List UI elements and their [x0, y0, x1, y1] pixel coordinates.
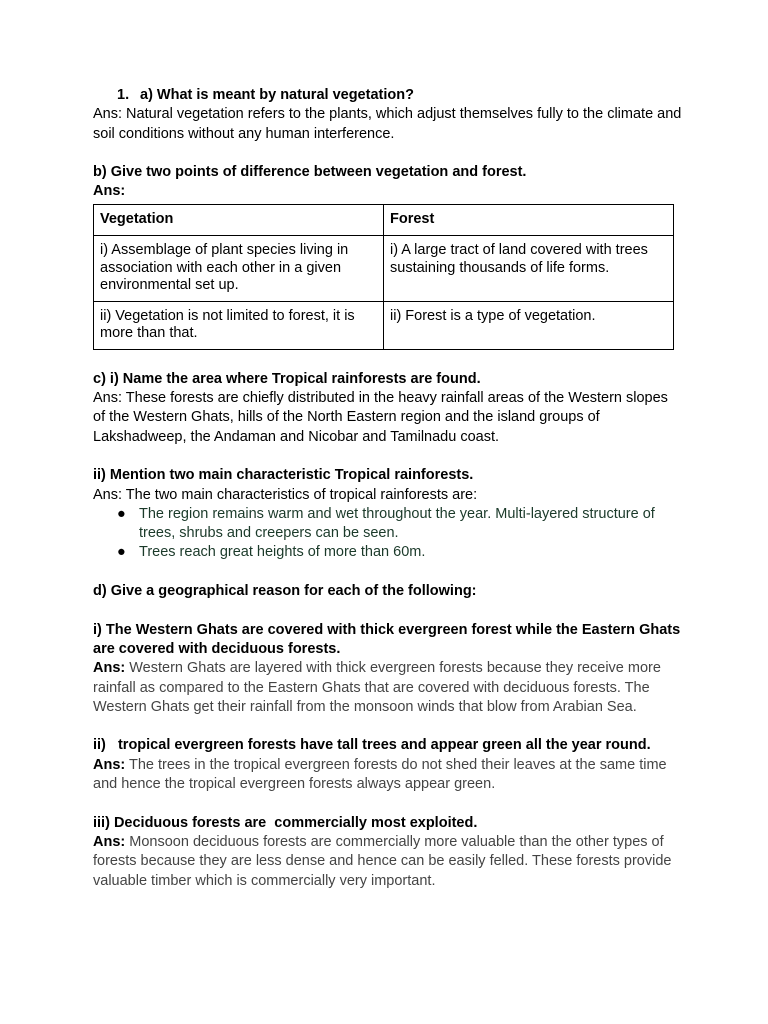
spacer	[93, 144, 683, 163]
spacer	[93, 794, 683, 813]
question-c-i: c) i) Name the area where Tropical rainforests are found.	[93, 370, 481, 387]
answer-d-i-text: Western Ghats are layered with thick evergreen forests because they receive more rainfall as compared to the Eastern Ghats that are covered with deciduous forests. The Western Ghats get their rainfall from the monsoon winds that blow from Arabian Sea.	[93, 660, 661, 715]
question-d-ii: ii) tropical evergreen forests have tall trees and appear green all the year round.	[93, 737, 651, 754]
answer-c-i: Ans: These forests are chiefly distributed in the heavy rainfall areas of the Western slopes of the Western Ghats, hills of the North Eastern region and the island groups of Lakshadweep, the Andaman and Nicobar and Tamilnadu coast.	[93, 390, 668, 445]
spacer	[93, 717, 683, 736]
spacer	[93, 563, 683, 582]
difference-table	[93, 204, 674, 350]
question-d-i: i) The Western Ghats are covered with thick evergreen forest while the Eastern Ghats are covered with deciduous forests.	[93, 621, 681, 657]
ans-label: Ans:	[93, 660, 126, 677]
question-b: b) Give two points of difference between vegetation and forest.	[93, 164, 527, 181]
answer-d-iii	[93, 833, 683, 891]
table-cell: i) Assemblage of plant species living in association with each other in a given environmental set up.	[94, 236, 384, 302]
list-item-text: The region remains warm and wet throughout the year. Multi-layered structure of trees, shrubs and creepers can be seen.	[139, 505, 655, 542]
table-header-row	[94, 204, 674, 236]
spacer	[93, 601, 683, 620]
list-item	[117, 543, 683, 562]
answer-d-ii-text: The trees in the tropical evergreen forests do not shed their leaves at the same time and hence the tropical evergreen forests always appear green.	[93, 756, 667, 793]
question-number: 1.	[117, 87, 130, 103]
question-1a-text: a) What is meant by natural vegetation?	[140, 87, 414, 103]
document-content	[93, 86, 683, 891]
ans-label: Ans:	[93, 756, 126, 773]
question-c-ii: ii) Mention two main characteristic Tropical rainforests.	[93, 467, 474, 484]
table-header-forest: Forest	[384, 204, 674, 236]
bullet-icon: ●	[117, 544, 126, 561]
table-row	[94, 301, 674, 349]
answer-d-i	[93, 659, 683, 717]
list-item-text: Trees reach great heights of more than 60m.	[139, 544, 426, 561]
table-cell: ii) Forest is a type of vegetation.	[384, 301, 674, 349]
answer-d-iii-text: Monsoon deciduous forests are commercially more valuable than the other types of forests because they are less dense and hence can be easily felled. These forests provide valuable timber which is commercially very important.	[93, 833, 672, 889]
answer-d-ii	[93, 756, 683, 795]
table-header-vegetation: Vegetation	[94, 204, 384, 236]
question-1a	[93, 86, 683, 105]
question-d: d) Give a geographical reason for each of the following:	[93, 583, 477, 600]
answer-1a: Ans: Natural vegetation refers to the plants, which adjust themselves fully to the climate and soil conditions without any human interference.	[93, 106, 682, 142]
spacer	[93, 447, 683, 466]
answer-c-ii: Ans: The two main characteristics of tropical rainforests are:	[93, 486, 478, 503]
table-cell: ii) Vegetation is not limited to forest, it is more than that.	[94, 301, 384, 349]
list-item	[117, 505, 683, 544]
bullet-icon: ●	[117, 505, 126, 522]
question-d-iii: iii) Deciduous forests are commercially most exploited.	[93, 814, 478, 831]
table-row	[94, 236, 674, 302]
characteristics-list	[93, 505, 683, 563]
table-cell: i) A large tract of land covered with trees sustaining thousands of life forms.	[384, 236, 674, 302]
ans-label: Ans:	[93, 833, 126, 850]
answer-b-label: Ans:	[93, 183, 126, 200]
